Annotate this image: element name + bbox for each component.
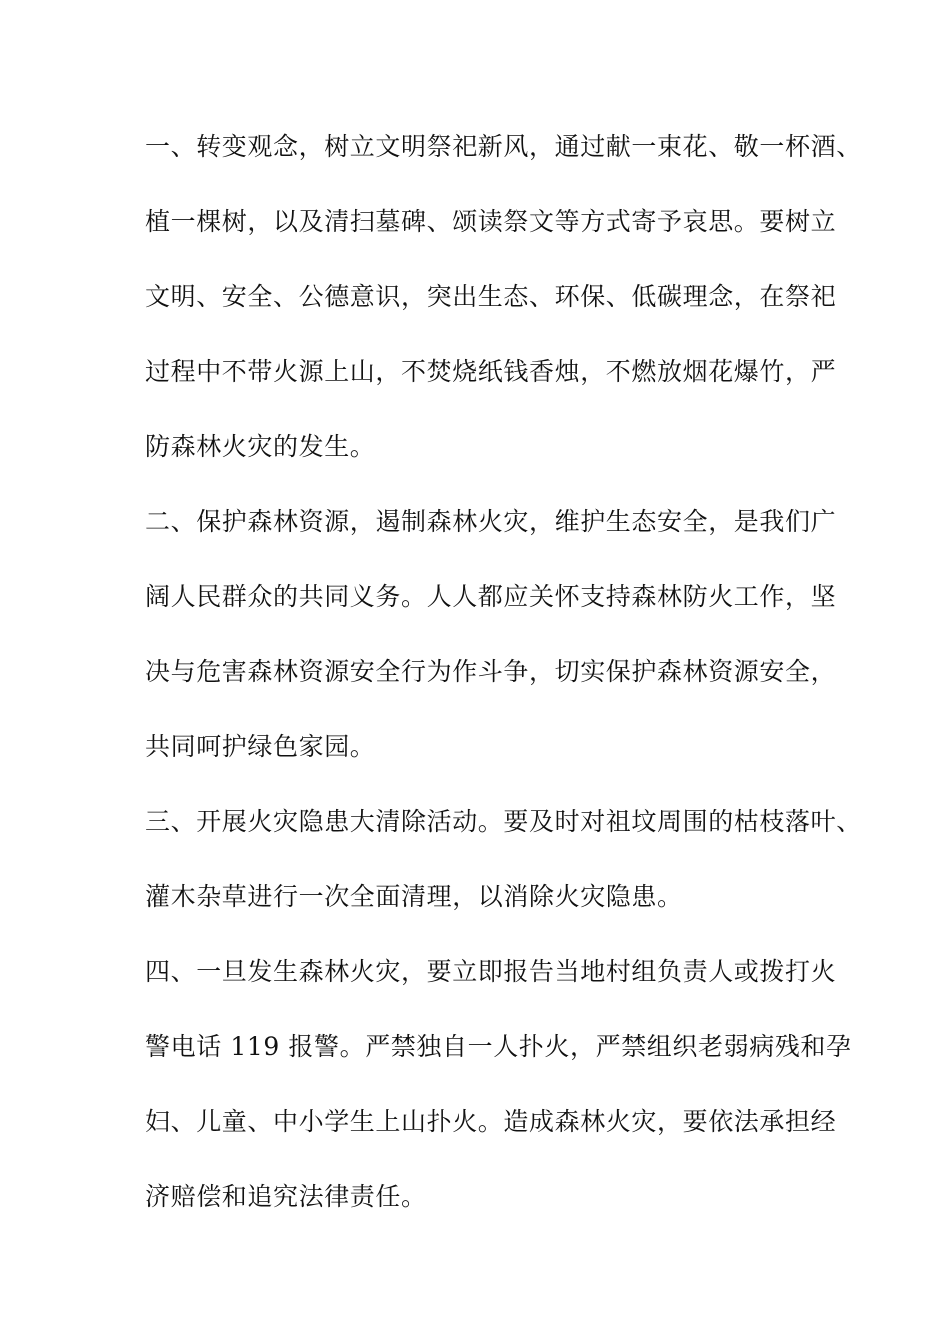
paragraph-4-line-2: 警电话 119 报警。严禁独自一人扑火，严禁组织老弱病残和孕 <box>145 1032 852 1061</box>
paragraph-4-line-3: 妇、儿童、中小学生上山扑火。造成森林火灾，要依法承担经 <box>145 1107 837 1136</box>
paragraph-2-line-1: 二、保护森林资源，遏制森林火灾，维护生态安全，是我们广 <box>145 507 837 536</box>
paragraph-4-line-1: 四、一旦发生森林火灾，要立即报告当地村组负责人或拨打火 <box>145 957 837 986</box>
paragraph-2-line-2: 阔人民群众的共同义务。人人都应关怀支持森林防火工作，坚 <box>145 582 837 611</box>
paragraph-1-line-4: 过程中不带火源上山，不焚烧纸钱香烛，不燃放烟花爆竹，严 <box>145 357 837 386</box>
paragraph-1-line-3: 文明、安全、公德意识，突出生态、环保、低碳理念，在祭祀 <box>145 282 837 311</box>
paragraph-4-line-4: 济赔偿和追究法律责任。 <box>145 1182 427 1211</box>
paragraph-1-line-2: 植一棵树，以及清扫墓碑、颂读祭文等方式寄予哀思。要树立 <box>145 207 837 236</box>
paragraph-3-line-1: 三、开展火灾隐患大清除活动。要及时对祖坟周围的枯枝落叶、 <box>145 807 862 836</box>
paragraph-1-line-1: 一、转变观念，树立文明祭祀新风，通过献一束花、敬一杯酒、 <box>145 132 862 161</box>
paragraph-3-line-2: 灌木杂草进行一次全面清理，以消除火灾隐患。 <box>145 882 683 911</box>
paragraph-1-line-5: 防森林火灾的发生。 <box>145 432 376 461</box>
paragraph-2-line-3: 决与危害森林资源安全行为作斗争，切实保护森林资源安全， <box>145 657 837 686</box>
paragraph-2-line-4: 共同呵护绿色家园。 <box>145 732 376 761</box>
